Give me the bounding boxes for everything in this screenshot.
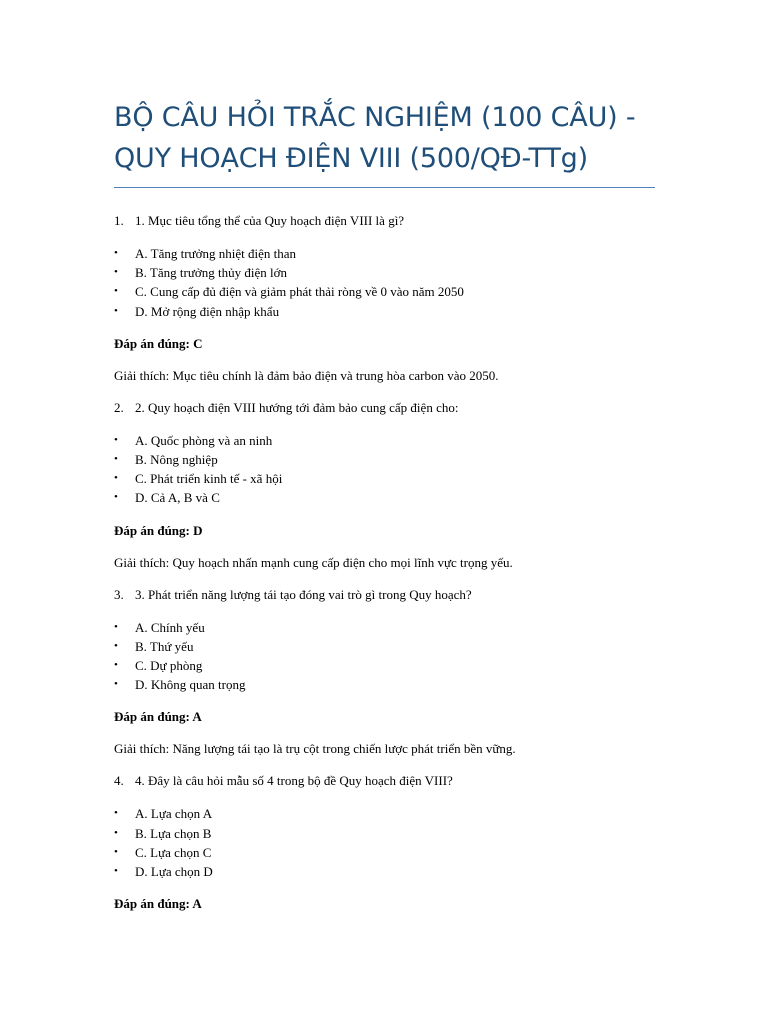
option-label: B. Tăng trưởng thủy điện lớn: [135, 265, 287, 281]
question-label: 1. Mục tiêu tổng thể của Quy hoạch điện VIII là gì?: [135, 213, 405, 228]
question-text: [114, 399, 654, 416]
explanation: [114, 554, 654, 571]
option-item: [114, 656, 654, 675]
bullet-icon: •: [114, 266, 118, 279]
explanation-text: Giải thích: Mục tiêu chính là đảm bảo điện và trung hòa carbon vào 2050.: [114, 367, 499, 383]
bullet-icon: •: [114, 433, 118, 446]
option-list: [114, 431, 654, 508]
option-item: [114, 804, 654, 823]
document-title: BỘ CÂU HỎI TRẮC NGHIỆM (100 CÂU) - QUY HOẠCH ĐIỆN VIII (500/QĐ-TTg): [114, 102, 636, 174]
explanation: [114, 740, 654, 757]
option-item: [114, 450, 654, 469]
correct-answer: Đáp án đúng: C: [114, 335, 203, 351]
option-label: B. Lựa chọn B: [135, 825, 212, 841]
option-list: [114, 618, 654, 695]
question-number: 1.: [114, 213, 124, 228]
bullet-icon: •: [114, 845, 118, 858]
bullet-icon: •: [114, 285, 118, 298]
option-list: [114, 244, 654, 321]
question-text: [114, 772, 654, 789]
question-number: 4.: [114, 773, 124, 789]
bullet-icon: •: [114, 247, 118, 259]
question-list: [114, 212, 654, 912]
bullet-icon: •: [114, 865, 118, 878]
option-label: D. Không quan trọng: [135, 677, 246, 693]
option-label: A. Tăng trưởng nhiệt điện than: [135, 246, 296, 261]
question-label: 4. Đây là câu hỏi mẫu số 4 trong bộ đề Quy hoạch điện VIII?: [135, 773, 453, 789]
question-label: 3. Phát triển năng lượng tái tạo đóng vai trò gì trong Quy hoạch?: [135, 586, 472, 602]
question-1: [114, 212, 654, 384]
option-item: [114, 469, 654, 488]
bullet-icon: •: [114, 472, 118, 485]
option-label: C. Dự phòng: [135, 658, 203, 674]
option-item: [114, 488, 654, 507]
option-item: [114, 263, 654, 282]
question-label: 2. Quy hoạch điện VIII hướng tới đảm bảo cung cấp điện cho:: [135, 399, 459, 415]
option-item: [114, 618, 654, 637]
explanation: [114, 367, 654, 384]
correct-answer: Đáp án đúng: A: [114, 896, 202, 912]
bullet-icon: •: [114, 807, 118, 820]
option-label: D. Lựa chọn D: [135, 864, 213, 880]
option-label: D. Mở rộng điện nhập khẩu: [135, 303, 280, 319]
question-3: [114, 586, 654, 758]
bullet-icon: •: [114, 659, 118, 672]
correct-answer: Đáp án đúng: D: [114, 522, 203, 538]
option-item: [114, 302, 654, 321]
option-item: [114, 431, 654, 450]
question-2: [114, 399, 654, 571]
option-item: [114, 637, 654, 656]
option-list: [114, 804, 654, 881]
option-label: C. Cung cấp đủ điện và giảm phát thải ròng về 0 vào năm 2050: [135, 284, 464, 300]
option-item: [114, 282, 654, 301]
option-label: B. Nông nghiệp: [135, 452, 218, 468]
bullet-icon: •: [114, 678, 118, 691]
option-label: A. Chính yếu: [135, 619, 205, 635]
option-item: [114, 675, 654, 694]
question-number: 3.: [114, 586, 124, 602]
option-label: D. Cả A, B và C: [135, 490, 220, 506]
bullet-icon: •: [114, 639, 118, 652]
question-number: 2.: [114, 399, 124, 415]
option-item: [114, 843, 654, 862]
title-underline: [114, 187, 655, 188]
option-item: [114, 862, 654, 881]
option-item: [114, 244, 654, 263]
option-label: A. Quốc phòng và an ninh: [135, 432, 273, 448]
bullet-icon: •: [114, 826, 118, 839]
option-item: [114, 824, 654, 843]
explanation-text: Giải thích: Quy hoạch nhấn mạnh cung cấp điện cho mọi lĩnh vực trọng yếu.: [114, 554, 513, 570]
document-page: [114, 0, 654, 927]
bullet-icon: •: [114, 304, 118, 317]
question-4: [114, 772, 654, 912]
correct-answer: Đáp án đúng: A: [114, 709, 202, 725]
option-label: B. Thứ yếu: [135, 638, 194, 654]
question-text: [114, 586, 654, 603]
question-text: [114, 212, 654, 229]
bullet-icon: •: [114, 453, 118, 466]
option-label: A. Lựa chọn A: [135, 806, 213, 822]
option-label: C. Phát triển kinh tế - xã hội: [135, 471, 283, 487]
option-label: C. Lựa chọn C: [135, 844, 212, 860]
explanation-text: Giải thích: Năng lượng tái tạo là trụ cột trong chiến lược phát triển bền vững.: [114, 741, 516, 757]
bullet-icon: •: [114, 620, 118, 633]
bullet-icon: •: [114, 491, 118, 504]
